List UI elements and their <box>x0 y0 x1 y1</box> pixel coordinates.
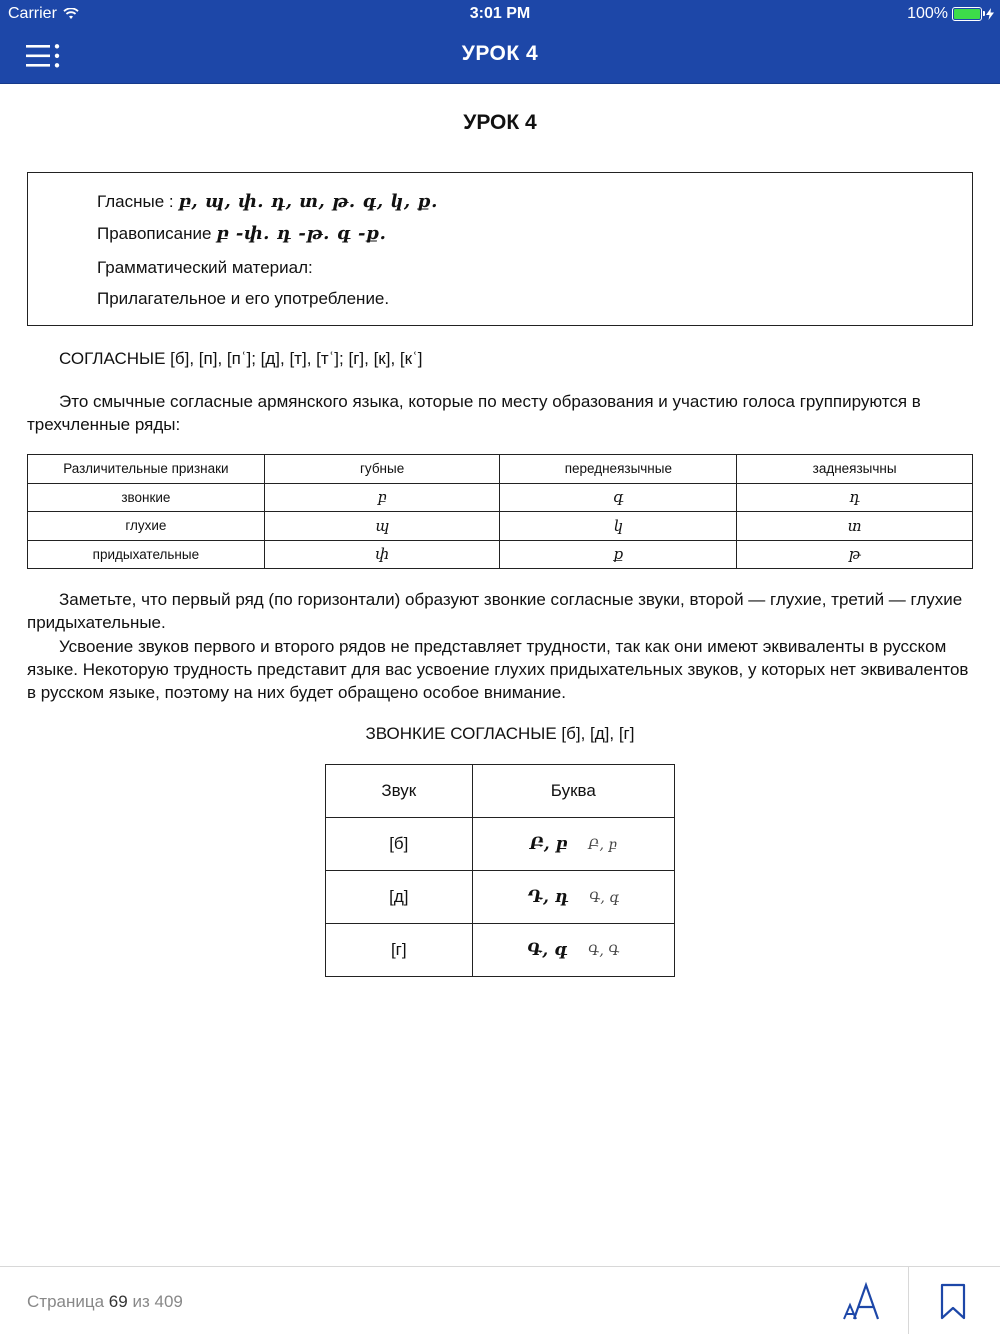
nav-title: УРОК 4 <box>461 42 539 65</box>
spelling-line <box>97 223 386 244</box>
carrier-label: Carrier <box>8 5 57 22</box>
page-indicator <box>27 1292 183 1312</box>
table-row <box>28 540 973 569</box>
font-size-icon <box>838 1277 888 1325</box>
battery-percent: 100% <box>907 5 948 22</box>
status-time: 3:01 PM <box>469 5 531 22</box>
battery-icon <box>952 7 982 21</box>
table-cell: դ <box>737 483 973 512</box>
status-bar <box>0 0 1000 28</box>
features-table <box>27 454 973 569</box>
bookmark-button[interactable] <box>938 1283 968 1321</box>
table-header: Различительные признаки <box>28 455 265 484</box>
table-row <box>326 818 675 871</box>
page-prefix: Страница <box>27 1292 105 1311</box>
table-cell: ք <box>500 540 737 569</box>
script-letters: Գ, գ <box>589 890 620 906</box>
page-current: 69 <box>108 1292 128 1311</box>
table-header-row <box>28 455 973 484</box>
table-row <box>28 483 973 512</box>
table-header: заднеязычны <box>737 455 973 484</box>
bottom-toolbar <box>0 1266 1000 1334</box>
voiced-heading: ЗВОНКИЕ СОГЛАСНЫЕ [б], [д], [г] <box>365 724 635 743</box>
table-cell: պ <box>264 512 500 541</box>
note-paragraph-2: Усвоение звуков первого и второго рядов не представляет трудности, так как они имеют эквиваленты в русском языке. Некоторую трудность представит для вас усвоение глухих придыхательных звуков, у которых нет эквивалентов в русском языке, поэтому на них будет обращено особое внимание. <box>27 637 969 702</box>
sound-cell: [б] <box>326 818 473 871</box>
spelling-label: Правописание <box>97 224 212 243</box>
table-header: Буква <box>472 765 674 818</box>
consonants-heading: СОГЛАСНЫЕ [б], [п], [пʿ]; [д], [т], [тʿ]; [г], [к], [кʿ] <box>59 349 423 368</box>
table-header-row <box>326 765 675 818</box>
lesson-content[interactable] <box>0 84 1000 1266</box>
voiced-table <box>325 764 675 977</box>
table-cell: կ <box>500 512 737 541</box>
script-letters: Բ, բ <box>588 837 617 853</box>
vowels-label: Гласные : <box>97 192 174 211</box>
table-header: переднеязычные <box>500 455 737 484</box>
table-cell: звонкие <box>28 483 265 512</box>
charging-bolt-icon <box>986 8 994 20</box>
grammar-topic: Прилагательное и его употребление. <box>97 289 390 308</box>
script-letters: Գ, Գ <box>588 943 620 959</box>
font-size-button[interactable] <box>838 1277 888 1325</box>
table-cell: գ <box>500 483 737 512</box>
printed-letters: Գ, գ <box>527 940 568 960</box>
printed-letters: Բ, բ <box>529 834 568 854</box>
table-cell: տ <box>737 512 973 541</box>
table-header: Звук <box>326 765 473 818</box>
lesson-summary-box <box>27 172 973 326</box>
intro-paragraph: Это смычные согласные армянского языка, которые по месту образования и участию голоса группируются в трехчленные ряды: <box>27 392 921 434</box>
letter-cell <box>472 924 674 977</box>
bookmark-icon <box>938 1283 968 1321</box>
toolbar-divider <box>908 1267 909 1334</box>
spelling-letters: բ -փ. դ -թ. գ -ք. <box>216 223 387 244</box>
page-total: 409 <box>154 1292 183 1311</box>
note-paragraph-1: Заметьте, что первый ряд (по горизонтали) образуют звонкие согласные звуки, второй — глухие, третий — глухие придыхательные. <box>27 590 963 632</box>
printed-letters: Դ, դ <box>527 887 569 907</box>
table-cell: փ <box>264 540 500 569</box>
table-row <box>28 512 973 541</box>
letter-cell <box>472 871 674 924</box>
table-row <box>326 871 675 924</box>
nav-bar <box>0 28 1000 84</box>
table-row <box>326 924 675 977</box>
table-cell: глухие <box>28 512 265 541</box>
sound-cell: [д] <box>326 871 473 924</box>
table-cell: բ <box>264 483 500 512</box>
vowels-letters: բ, պ, փ. դ, տ, թ. գ, կ, ք. <box>178 191 438 212</box>
vowels-line <box>97 191 438 212</box>
table-header: губные <box>264 455 500 484</box>
sound-cell: [г] <box>326 924 473 977</box>
page-separator: из <box>132 1292 150 1311</box>
table-cell: թ <box>737 540 973 569</box>
page-title: УРОК 4 <box>463 111 537 134</box>
grammar-label: Грамматический материал: <box>97 258 313 277</box>
letter-cell <box>472 818 674 871</box>
table-cell: придыхательные <box>28 540 265 569</box>
battery-status <box>907 5 994 23</box>
